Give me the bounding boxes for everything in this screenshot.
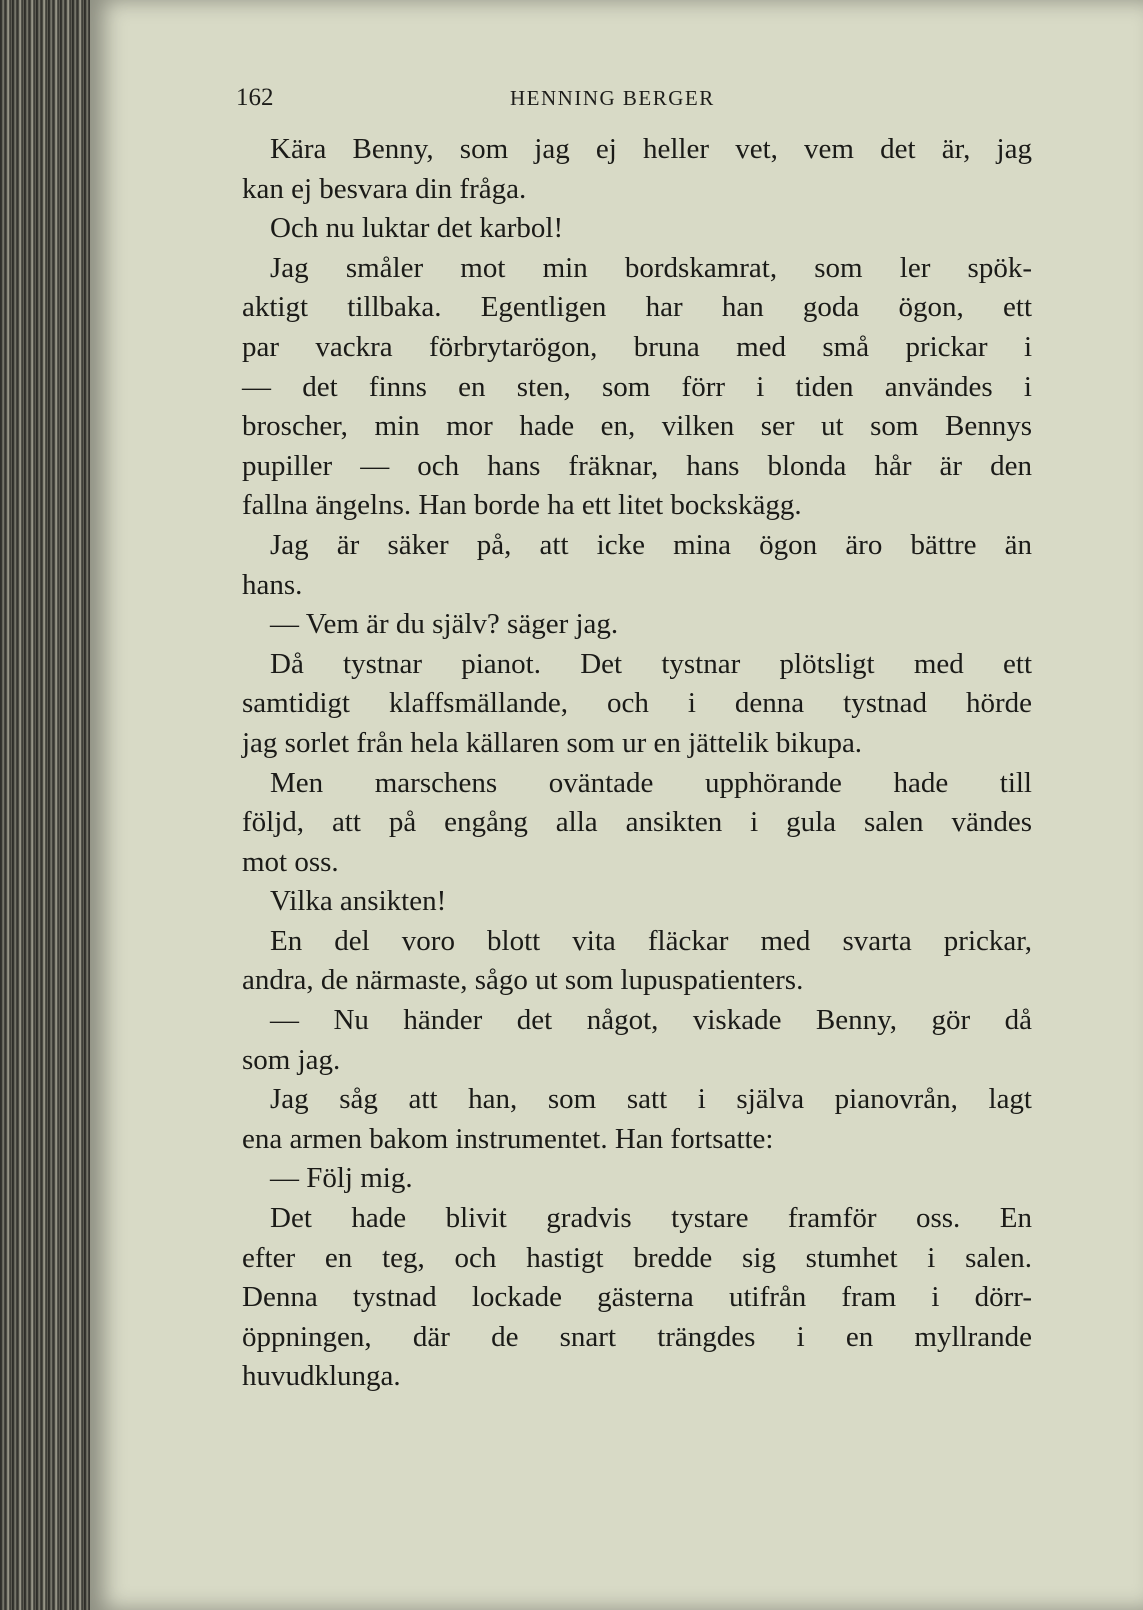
text-line: följd, att på engång alla ansikten i gula salen vändes — [242, 806, 1032, 839]
text-line: kan ej besvara din fråga. — [242, 172, 527, 205]
text-line: Vilka ansikten! — [270, 885, 447, 918]
text-line: samtidigt klaffsmällande, och i denna tystnad hörde — [242, 687, 1032, 720]
text-line: hans. — [242, 568, 303, 601]
text-line: Denna tystnad lockade gästerna utifrån fram i dörr- — [242, 1281, 1032, 1314]
running-title: HENNING BERGER — [510, 86, 715, 110]
text-line: fallna ängelns. Han borde ha ett litet bockskägg. — [242, 489, 802, 522]
text-line: jag sorlet från hela källaren som ur en jättelik bikupa. — [242, 726, 863, 759]
text-line: pupiller — och hans fräknar, hans blonda hår är den — [242, 449, 1032, 482]
text-line: En del voro blott vita fläckar med svarta prickar, — [270, 924, 1032, 957]
text-line: Jag är säker på, att icke mina ögon äro bättre än — [270, 528, 1032, 561]
text-line: aktigt tillbaka. Egentligen har han goda ögon, ett — [242, 291, 1032, 324]
text-line: Då tystnar pianot. Det tystnar plötsligt med ett — [270, 647, 1032, 680]
running-head — [90, 84, 1143, 114]
text-line: — Följ mig. — [270, 1162, 413, 1195]
text-line: ena armen bakom instrumentet. Han fortsatte: — [242, 1122, 774, 1155]
text-line: Jag såg att han, som satt i själva pianovrån, lagt — [270, 1083, 1032, 1116]
text-line: Jag småler mot min bordskamrat, som ler spök- — [270, 251, 1032, 284]
text-line: Men marschens oväntade upphörande hade till — [270, 766, 1032, 799]
text-line: Kära Benny, som jag ej heller vet, vem det är, jag — [270, 133, 1032, 165]
text-line: andra, de närmaste, sågo ut som lupuspatienters. — [242, 964, 804, 997]
text-line: — det finns en sten, som förr i tiden användes i — [242, 370, 1032, 403]
text-line: huvudklunga. — [242, 1360, 401, 1393]
page-number: 162 — [236, 84, 274, 111]
text-line: Det hade blivit gradvis tystare framför oss. En — [270, 1202, 1032, 1235]
book-page — [90, 0, 1143, 1610]
text-line: par vackra förbrytarögon, bruna med små prickar i — [242, 330, 1032, 363]
text-line: efter en teg, och hastigt bredde sig stumhet i salen. — [242, 1241, 1032, 1274]
text-line: broscher, min mor hade en, vilken ser ut som Bennys — [242, 410, 1032, 443]
body-text — [242, 130, 1032, 1397]
text-line: öppningen, där de snart trängdes i en myllrande — [242, 1320, 1032, 1353]
text-line: — Nu händer det något, viskade Benny, gör då — [270, 1004, 1032, 1037]
text-line: mot oss. — [242, 845, 339, 878]
text-line: Och nu luktar det karbol! — [270, 212, 564, 245]
text-line: som jag. — [242, 1043, 341, 1076]
text-line: — Vem är du själv? säger jag. — [270, 608, 619, 641]
